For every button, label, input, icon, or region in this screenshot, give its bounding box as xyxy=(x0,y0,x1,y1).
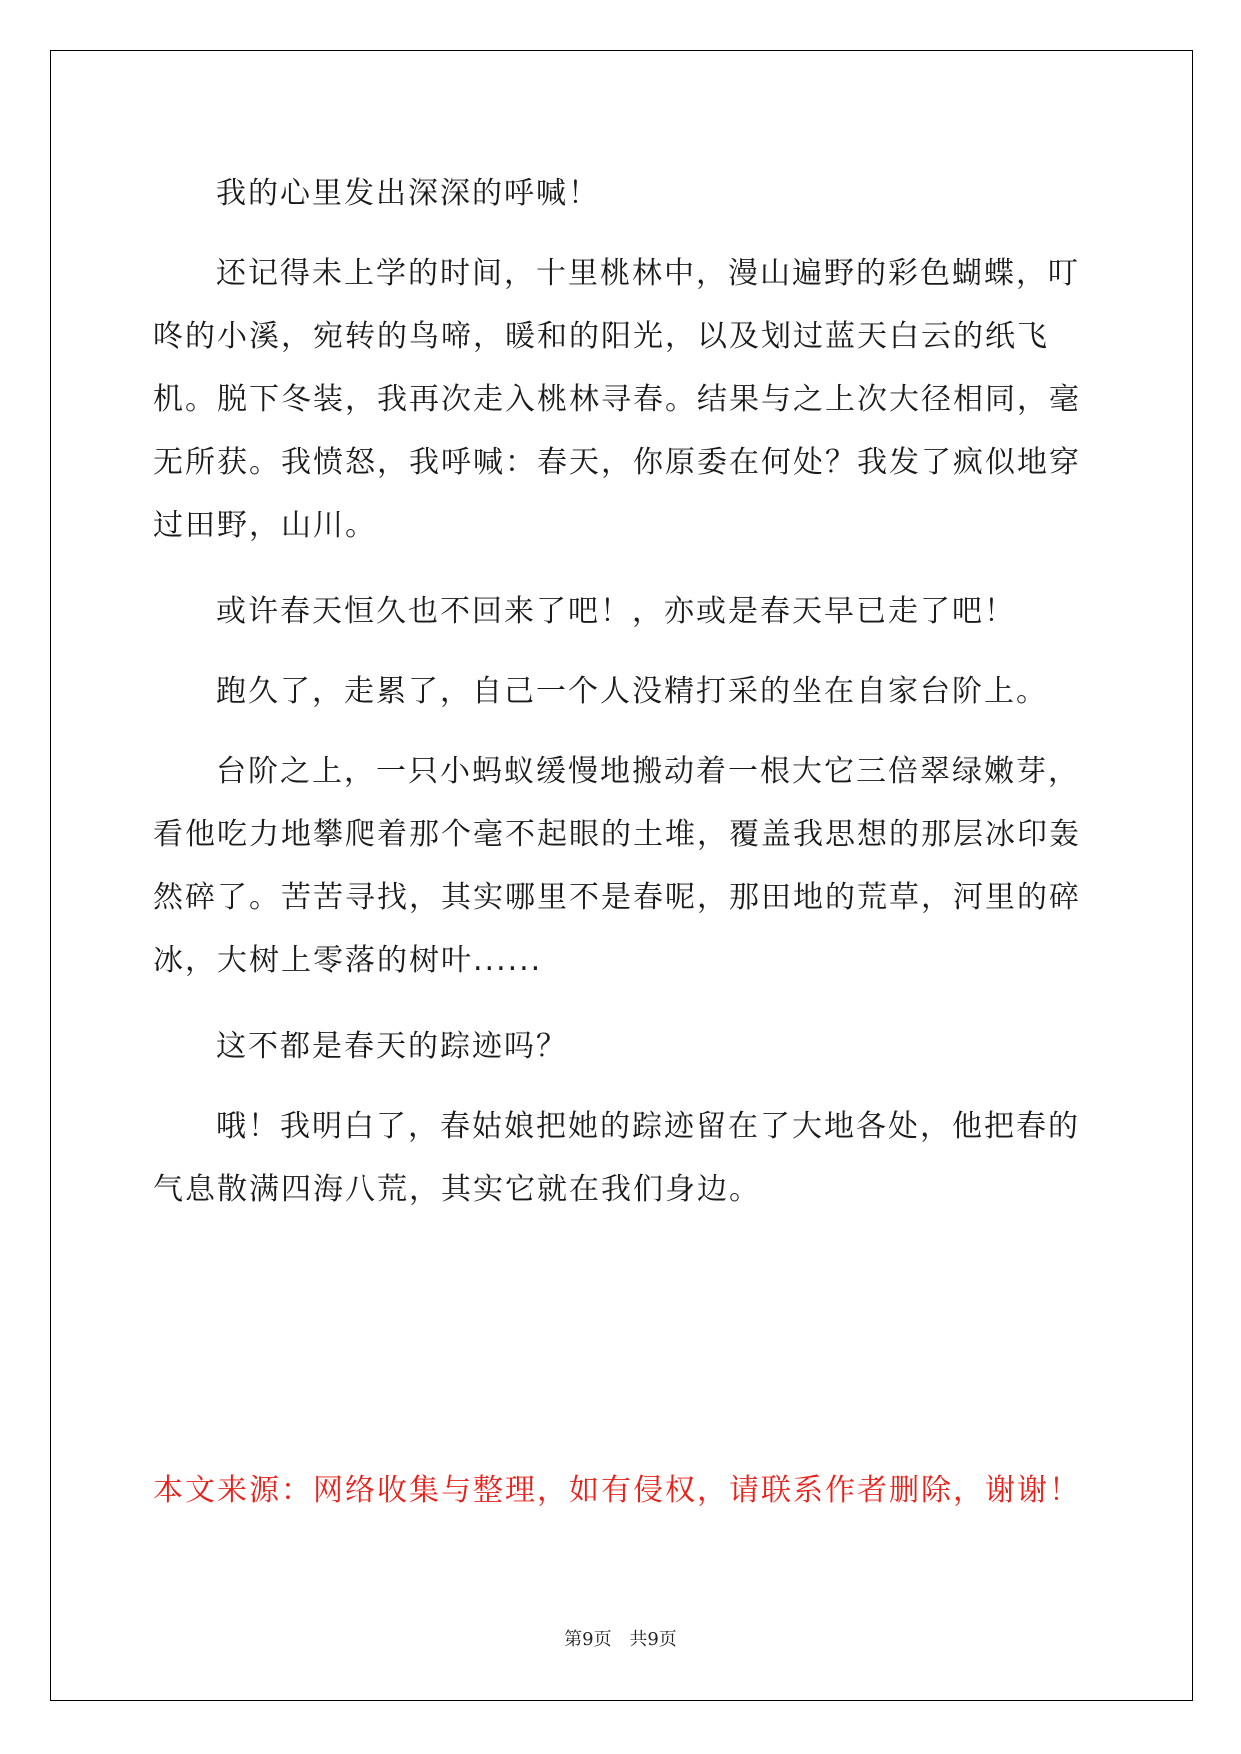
paragraph-1: 我的心里发出深深的呼喊！ xyxy=(216,176,600,211)
paragraph-7: 哦！我明白了，春姑娘把她的踪迹留在了大地各处，他把春的气息散满四海八荒，其实它就在我们身边。 xyxy=(153,1109,1080,1207)
document-body xyxy=(153,162,1088,1244)
paragraph-4: 跑久了，走累了，自己一个人没精打采的坐在自家台阶上。 xyxy=(216,674,1048,709)
page-number-total: 共9页 xyxy=(629,1629,677,1650)
paragraph-5: 台阶之上，一只小蚂蚁缓慢地搬动着一根大它三倍翠绿嫩芽，看他吃力地攀爬着那个毫不起眼的土堆，覆盖我思想的那层冰印轰然碎了。苦苦寻找，其实哪里不是春呢，那田地的荒草，河里的碎冰，大树上零落的树叶...... xyxy=(153,754,1081,978)
source-notice: 本文来源：网络收集与整理，如有侵权，请联系作者删除，谢谢！ xyxy=(153,1473,1081,1508)
paragraph-2: 还记得未上学的时间，十里桃林中，漫山遍野的彩色蝴蝶，叮咚的小溪，宛转的鸟啼，暖和的阳光，以及划过蓝天白云的纸飞机。脱下冬装，我再次走入桃林寻春。结果与之上次大径相同，毫无所获。我愤怒，我呼喊：春天，你原委在何处？我发了疯似地穿过田野，山川。 xyxy=(153,256,1081,543)
paragraph-3: 或许春天恒久也不回来了吧！，亦或是春天早已走了吧！ xyxy=(216,594,1016,629)
page-number-current: 第9页 xyxy=(564,1629,612,1650)
paragraph-6: 这不都是春天的踪迹吗？ xyxy=(216,1029,568,1064)
page-footer xyxy=(0,1628,1241,1652)
